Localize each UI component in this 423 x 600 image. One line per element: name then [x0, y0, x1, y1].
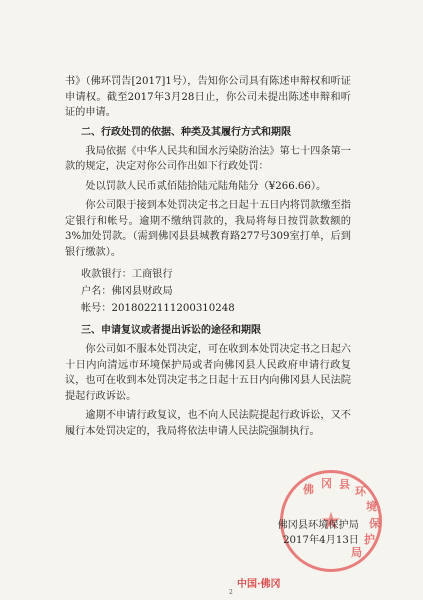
account-name: 户名：佛冈县财政局: [81, 286, 173, 297]
paragraph-1: 书》（佛环罚告[2017]1号），告知你公司具有陈述申辩权和听证申请权。截至2017年3月28日止，你公司未提出陈述申辩和听证的申请。: [65, 76, 351, 118]
paragraph-6: 逾期不申请行政复议，也不向人民法院提起行政诉讼，又不履行本处罚决定的，我局将依法申请人民法院强制执行。: [65, 410, 351, 437]
document-footer: [278, 518, 360, 548]
watermark-logo: 中国·佛冈: [237, 579, 281, 590]
paragraph-4: 你公司限于接到本处罚决定书之日起十五日内将罚款缴至指定银行和帐号。逾期不缴纳罚款的，我局将每日按罚款数额的3%加处罚款。（需到佛冈县县城教育路277号309室打单，后到银行缴款）。: [65, 200, 351, 258]
document-body: [65, 74, 351, 443]
bank-info: [65, 266, 351, 317]
section-heading-2: 二、行政处罚的依据、种类及其履行方式和期限: [81, 126, 291, 138]
receiving-bank: 收款银行：工商银行: [81, 269, 173, 280]
paragraph-5: 你公司如不服本处罚决定，可在收到本处罚决定书之日起六十日内向清远市环境保护局或者向佛冈县人民政府申请行政复议，也可在收到本处罚决定书之日起十五日内向佛冈县人民法院提起行政诉讼。: [65, 344, 351, 402]
paragraph-3: 处以罚款人民币贰佰陆拾陆元陆角陆分（¥266.66）。: [85, 180, 327, 192]
account-number: 帐号：2018022111200310248: [81, 303, 235, 314]
reverse-side-bleed-title: [150, 10, 380, 40]
issue-date: 2017年4月13日: [283, 535, 359, 546]
page-number: 2: [229, 589, 233, 596]
official-seal: 佛 冈 县 环 境 保 护 局 ★: [280, 470, 382, 572]
section-heading-3: 三、申请复议或者提出诉讼的途径和期限: [81, 325, 261, 336]
paragraph-2: 我局依据《中华人民共和国水污染防治法》第七十四条第一款的规定，决定对你公司作出如下行政处罚：: [65, 145, 351, 172]
issuing-organization: 佛冈县环境保护局: [277, 520, 359, 531]
